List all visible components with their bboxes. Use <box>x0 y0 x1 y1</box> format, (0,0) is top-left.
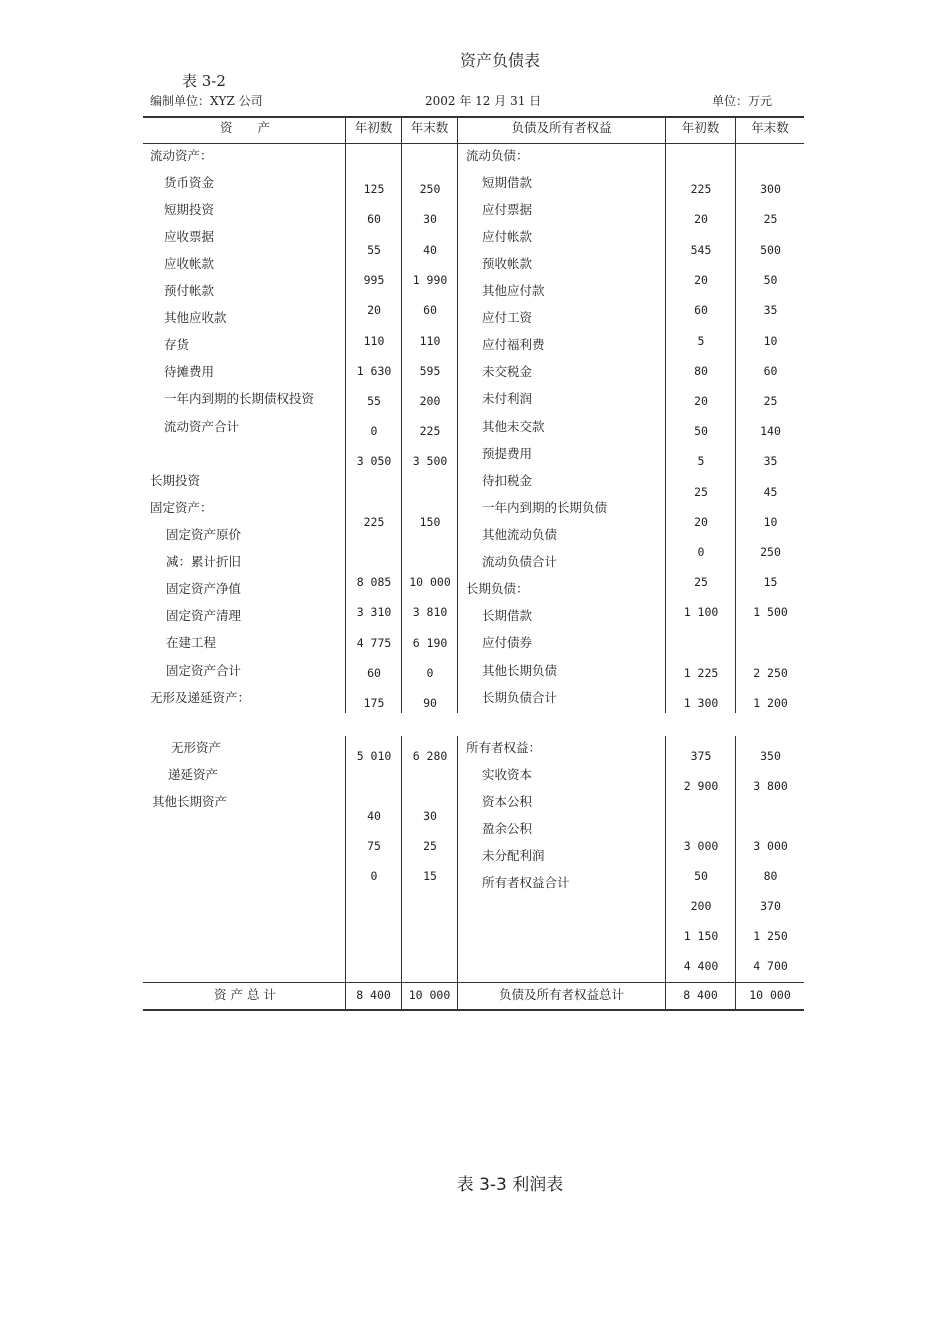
liability-label: 未交税金 <box>482 364 533 379</box>
asset-start-value: 0 <box>370 424 378 438</box>
liability-end-value: 35 <box>763 454 778 468</box>
asset-label: 货币资金 <box>164 175 215 190</box>
asset-label: 无形及递延资产： <box>150 690 251 705</box>
compiling-unit: 编制单位：XYZ 公司 <box>150 94 263 108</box>
asset-start-value: 3 310 <box>356 605 392 619</box>
liability-label: 长期负债合计 <box>482 690 558 705</box>
liability-label: 所有者权益合计 <box>482 875 570 890</box>
asset-end-value: 90 <box>423 696 437 710</box>
liability-start-value: 20 <box>694 515 708 529</box>
asset-start-value: 40 <box>367 809 381 823</box>
vrule-2b <box>401 736 402 1011</box>
liability-end-value: 500 <box>760 243 781 257</box>
asset-start-value: 55 <box>367 243 381 257</box>
vrule-4b <box>665 736 666 1011</box>
asset-label: 递延资产 <box>168 767 219 782</box>
liability-start-value: 1 100 <box>683 605 719 619</box>
asset-start-value: 1 630 <box>356 364 392 378</box>
liability-label: 一年内到期的长期负债 <box>482 500 608 515</box>
liability-start-value: 20 <box>694 394 708 408</box>
liability-start-value: 1 150 <box>683 929 719 943</box>
liability-end-value: 350 <box>760 749 781 763</box>
asset-label: 应收票据 <box>164 229 215 244</box>
liability-label: 预提费用 <box>482 446 533 461</box>
liability-end-value: 250 <box>760 545 781 559</box>
liability-label: 所有者权益： <box>466 740 542 755</box>
asset-label: 固定资产合计 <box>166 663 242 678</box>
liability-end-value: 1 250 <box>753 929 788 943</box>
liability-end-value: 15 <box>763 575 778 589</box>
assets-total-start: 8 400 <box>356 988 391 1002</box>
liability-end-value: 4 700 <box>753 959 788 973</box>
liability-label: 应付福利费 <box>482 337 545 352</box>
liability-end-value: 45 <box>763 485 778 499</box>
liability-end-value: 140 <box>760 424 781 438</box>
liability-start-value: 200 <box>690 899 712 913</box>
liability-end-value: 25 <box>763 394 778 408</box>
asset-label: 应收帐款 <box>164 256 215 271</box>
liability-label: 应付债券 <box>482 635 533 650</box>
liability-label: 实收资本 <box>482 767 533 782</box>
liability-label: 长期负债： <box>466 581 529 596</box>
liab-total-start: 8 400 <box>683 988 718 1002</box>
asset-label: 流动资产： <box>150 148 213 163</box>
vrule-5b <box>735 736 736 1011</box>
col-header-liabilities: 负债及所有者权益 <box>511 120 612 135</box>
liability-start-value: 5 <box>697 454 705 468</box>
asset-label: 无形资产 <box>171 740 222 755</box>
table-number: 表 3-2 <box>182 72 226 90</box>
asset-start-value: 0 <box>370 869 378 883</box>
next-table-caption: 表 3-3 利润表 <box>456 1175 564 1195</box>
assets-total-end: 10 000 <box>408 988 451 1002</box>
asset-label: 流动资产合计 <box>164 419 240 434</box>
asset-end-value: 25 <box>423 839 437 853</box>
asset-start-value: 175 <box>363 696 385 710</box>
asset-label: 固定资产原价 <box>166 527 242 542</box>
asset-end-value: 6 280 <box>412 749 448 763</box>
liability-end-value: 60 <box>763 364 778 378</box>
liability-label: 长期借款 <box>482 608 533 623</box>
asset-end-value: 110 <box>419 334 441 348</box>
header-rule <box>143 143 804 144</box>
liability-end-value: 80 <box>763 869 778 883</box>
liability-label: 待扣税金 <box>482 473 533 488</box>
col-header-end-2: 年末数 <box>751 120 789 135</box>
liability-label: 其他长期负债 <box>482 663 558 678</box>
asset-label: 长期投资 <box>150 473 201 488</box>
asset-label: 固定资产： <box>150 500 213 515</box>
asset-end-value: 30 <box>423 809 437 823</box>
asset-end-value: 10 000 <box>409 575 451 589</box>
asset-label: 在建工程 <box>166 635 217 650</box>
asset-label: 短期投资 <box>164 202 215 217</box>
vrule-1a <box>345 116 346 713</box>
sheet-title: 资产负债表 <box>459 51 540 70</box>
liability-start-value: 375 <box>690 749 712 763</box>
liability-label: 未分配利润 <box>482 848 545 863</box>
asset-label: 固定资产清理 <box>166 608 242 623</box>
col-header-start: 年初数 <box>354 120 393 135</box>
liability-label: 应付票据 <box>482 202 533 217</box>
report-date: 2002 年 12 月 31 日 <box>425 94 542 108</box>
asset-end-value: 200 <box>419 394 441 408</box>
asset-label: 存货 <box>164 337 190 352</box>
liability-label: 资本公积 <box>482 794 533 809</box>
asset-end-value: 60 <box>423 303 437 317</box>
liability-label: 未付利润 <box>482 391 533 406</box>
liability-start-value: 5 <box>697 334 705 348</box>
liability-end-value: 300 <box>760 182 781 196</box>
liability-end-value: 10 <box>763 515 778 529</box>
asset-end-value: 30 <box>423 212 437 226</box>
asset-end-value: 150 <box>419 515 441 529</box>
liab-total-label: 负债及所有者权益总计 <box>498 987 624 1002</box>
vrule-3b <box>457 736 458 1011</box>
vrule-5a <box>735 116 736 713</box>
liability-label: 短期借款 <box>482 175 533 190</box>
asset-start-value: 55 <box>367 394 381 408</box>
asset-label: 待摊费用 <box>164 364 215 379</box>
liability-start-value: 20 <box>694 273 708 287</box>
asset-label: 其他长期资产 <box>152 794 228 809</box>
liability-label: 其他应付款 <box>482 283 545 298</box>
liability-end-value: 50 <box>763 273 778 287</box>
asset-label: 减：累计折旧 <box>166 554 242 569</box>
liability-start-value: 60 <box>694 303 708 317</box>
asset-label: 预付帐款 <box>164 283 215 298</box>
liability-start-value: 1 225 <box>683 666 719 680</box>
liability-end-value: 370 <box>760 899 781 913</box>
liability-label: 其他未交款 <box>482 419 545 434</box>
liability-start-value: 225 <box>690 182 712 196</box>
col-header-assets: 资 产 <box>219 120 270 135</box>
asset-start-value: 110 <box>363 334 385 348</box>
liability-end-value: 3 000 <box>753 839 788 853</box>
asset-end-value: 3 810 <box>412 605 448 619</box>
asset-start-value: 125 <box>363 182 385 196</box>
asset-start-value: 5 010 <box>356 749 392 763</box>
asset-end-value: 225 <box>419 424 441 438</box>
asset-end-value: 3 500 <box>412 454 448 468</box>
liability-start-value: 20 <box>694 212 708 226</box>
liability-end-value: 35 <box>763 303 778 317</box>
col-header-end: 年末数 <box>410 120 449 135</box>
asset-start-value: 20 <box>367 303 381 317</box>
asset-start-value: 225 <box>363 515 385 529</box>
liability-label: 流动负债： <box>466 148 529 163</box>
liability-end-value: 3 800 <box>753 779 788 793</box>
asset-end-value: 1 990 <box>412 273 448 287</box>
liability-end-value: 1 500 <box>753 605 788 619</box>
liability-start-value: 1 300 <box>683 696 719 710</box>
liability-end-value: 2 250 <box>753 666 788 680</box>
asset-start-value: 3 050 <box>356 454 392 468</box>
liability-start-value: 4 400 <box>683 959 719 973</box>
vrule-4a <box>665 116 666 713</box>
table-bottom-rule <box>143 1009 804 1011</box>
liability-start-value: 80 <box>694 364 708 378</box>
vrule-1b <box>345 736 346 1011</box>
asset-end-value: 0 <box>426 666 434 680</box>
liability-start-value: 3 000 <box>683 839 719 853</box>
col-header-start-2: 年初数 <box>681 120 720 135</box>
table-top-rule <box>143 116 804 118</box>
liability-start-value: 25 <box>694 575 708 589</box>
vrule-3a <box>457 116 458 713</box>
assets-total-label: 资 产 总 计 <box>214 987 276 1002</box>
vrule-2a <box>401 116 402 713</box>
asset-start-value: 4 775 <box>356 636 392 650</box>
liability-start-value: 2 900 <box>683 779 719 793</box>
total-rule <box>143 982 804 983</box>
asset-start-value: 8 085 <box>356 575 392 589</box>
asset-end-value: 6 190 <box>412 636 448 650</box>
currency-unit: 单位：万元 <box>712 94 773 108</box>
liability-start-value: 25 <box>694 485 708 499</box>
asset-label: 一年内到期的长期债权投资 <box>164 391 315 406</box>
liability-label: 其他流动负债 <box>482 527 558 542</box>
liability-label: 盈余公积 <box>482 821 533 836</box>
liab-total-end: 10 000 <box>749 988 791 1002</box>
asset-end-value: 595 <box>419 364 441 378</box>
asset-start-value: 60 <box>367 666 381 680</box>
liability-end-value: 1 200 <box>753 696 788 710</box>
liability-start-value: 50 <box>694 424 708 438</box>
asset-start-value: 75 <box>367 839 381 853</box>
asset-start-value: 995 <box>363 273 385 287</box>
liability-label: 应付工资 <box>482 310 533 325</box>
liability-label: 预收帐款 <box>482 256 533 271</box>
asset-label: 固定资产净值 <box>166 581 242 596</box>
asset-end-value: 40 <box>423 243 437 257</box>
liability-label: 应付帐款 <box>482 229 533 244</box>
asset-end-value: 15 <box>423 869 437 883</box>
liability-start-value: 0 <box>697 545 705 559</box>
liability-end-value: 10 <box>763 334 778 348</box>
asset-label: 其他应收款 <box>164 310 227 325</box>
liability-start-value: 50 <box>694 869 708 883</box>
asset-start-value: 60 <box>367 212 381 226</box>
asset-end-value: 250 <box>419 182 441 196</box>
liability-start-value: 545 <box>690 243 712 257</box>
liability-label: 流动负债合计 <box>482 554 558 569</box>
liability-end-value: 25 <box>763 212 778 226</box>
